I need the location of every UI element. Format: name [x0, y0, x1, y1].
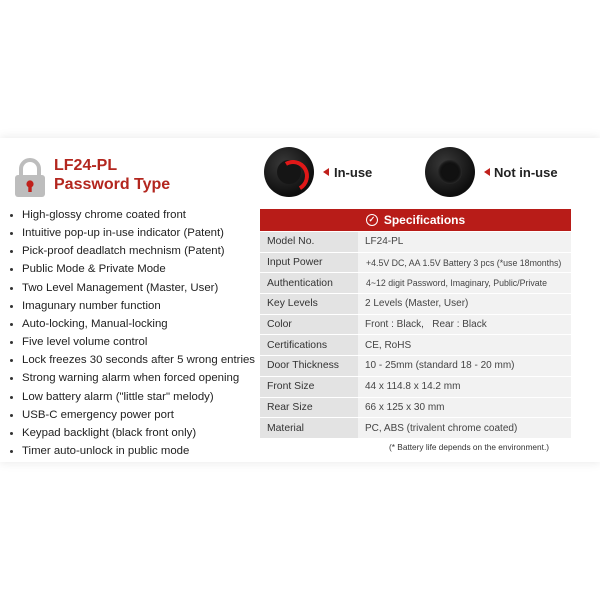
- spec-value: 44 x 114.8 x 14.2 mm: [358, 376, 571, 397]
- feature-item: Low battery alarm ("little star" melody): [10, 388, 255, 406]
- spec-key: Input Power: [260, 252, 358, 273]
- spec-key: Rear Size: [260, 397, 358, 418]
- table-row: [260, 418, 571, 439]
- spec-value: Front : Black, Rear : Black: [358, 314, 571, 335]
- feature-item: Imagunary number function: [10, 297, 255, 315]
- table-row: [260, 252, 571, 273]
- model-type: Password Type: [54, 176, 171, 193]
- feature-item: Public Mode & Private Mode: [10, 260, 255, 278]
- spec-key: Door Thickness: [260, 356, 358, 377]
- table-row: [260, 356, 571, 377]
- spec-value: LF24-PL: [358, 232, 571, 253]
- feature-item: USB-C emergency power port: [10, 406, 255, 424]
- black-ring-icon: [438, 160, 462, 184]
- table-row: [260, 273, 571, 294]
- spec-key: Key Levels: [260, 294, 358, 315]
- spec-key: Model No.: [260, 232, 358, 253]
- feature-item: Auto-locking, Manual-locking: [10, 315, 255, 333]
- model-title: LF24-PL: [54, 157, 118, 174]
- feature-item: Strong warning alarm when forced opening: [10, 369, 255, 387]
- table-row: [260, 376, 571, 397]
- left-arrow-icon: [484, 168, 490, 176]
- table-row: [260, 335, 571, 356]
- spec-key: Certifications: [260, 335, 358, 356]
- spec-key: Front Size: [260, 376, 358, 397]
- spec-key: Material: [260, 418, 358, 439]
- specifications-table: [260, 231, 571, 438]
- specifications-header: [260, 209, 571, 231]
- feature-item: Pick-proof deadlatch mechnism (Patent): [10, 242, 255, 260]
- in-use-indicator-image: [264, 147, 314, 197]
- feature-item: Lock freezes 30 seconds after 5 wrong entries: [10, 351, 255, 369]
- table-row: [260, 314, 571, 335]
- feature-item: High-glossy chrome coated front: [10, 206, 255, 224]
- spec-value: CE, RoHS: [358, 335, 571, 356]
- in-use-label: In-use: [334, 165, 373, 180]
- feature-item: Two Level Management (Master, User): [10, 279, 255, 297]
- spec-key: Color: [260, 314, 358, 335]
- lock-icon: [12, 158, 48, 198]
- spec-value: 66 x 125 x 30 mm: [358, 397, 571, 418]
- red-ring-icon: [277, 160, 301, 184]
- feature-item: Intuitive pop-up in-use indicator (Patent): [10, 224, 255, 242]
- battery-footnote: (* Battery life depends on the environment.): [389, 442, 550, 452]
- feature-item: Five level volume control: [10, 333, 255, 351]
- spec-value: +4.5V DC, AA 1.5V Battery 3 pcs (*use 18months): [358, 252, 571, 273]
- spec-key: Authentication: [260, 273, 358, 294]
- not-in-use-label: Not in-use: [494, 165, 558, 180]
- table-row: [260, 294, 571, 315]
- check-circle-icon: ✓: [366, 214, 378, 226]
- spec-value: 10 - 25mm (standard 18 - 20 mm): [358, 356, 571, 377]
- feature-item: Keypad backlight (black front only): [10, 424, 255, 442]
- feature-item: Timer auto-unlock in public mode: [10, 442, 255, 460]
- table-row: [260, 397, 571, 418]
- spec-value: PC, ABS (trivalent chrome coated): [358, 418, 571, 439]
- specifications-title: Specifications: [383, 213, 466, 227]
- table-row: [260, 232, 571, 253]
- spec-value: 2 Levels (Master, User): [358, 294, 571, 315]
- features-list: [10, 206, 255, 460]
- spec-value: 4~12 digit Password, Imaginary, Public/Private: [358, 273, 571, 294]
- left-arrow-icon: [323, 168, 329, 176]
- not-in-use-indicator-image: [425, 147, 475, 197]
